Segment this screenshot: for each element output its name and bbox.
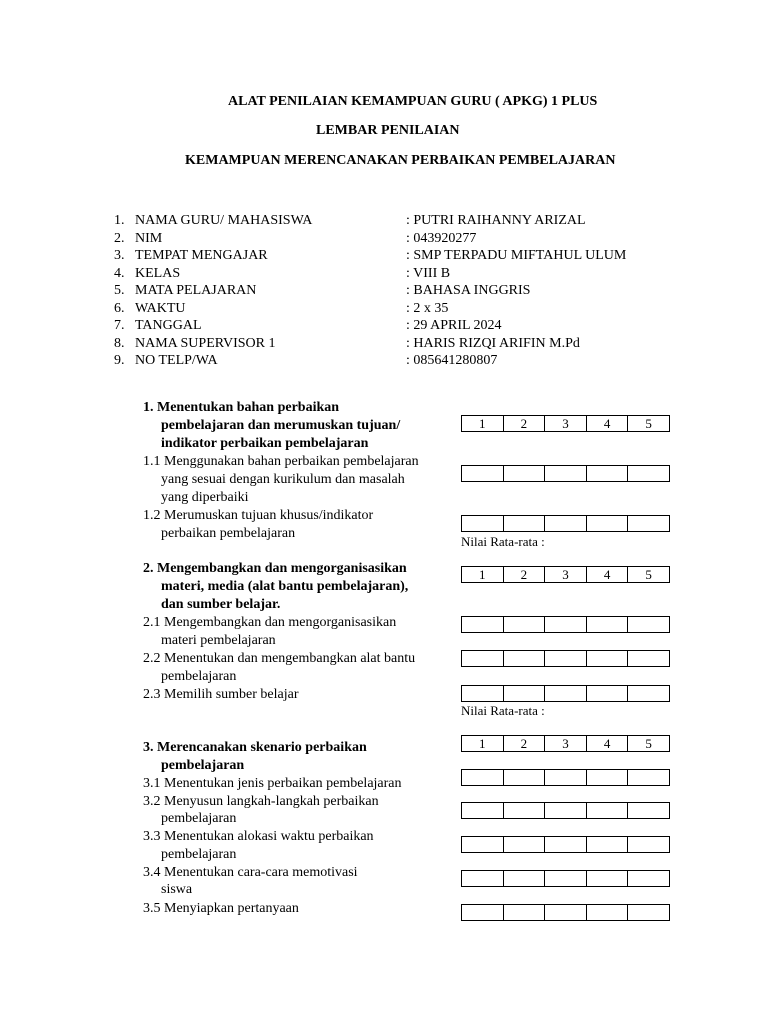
nilai-rata-rata-label: Nilai Rata-rata : bbox=[461, 703, 545, 718]
header-line-1: ALAT PENILAIAN KEMAMPUAN GURU ( APKG) 1 PLUS bbox=[228, 94, 598, 109]
scale-header-row bbox=[461, 566, 670, 583]
score-row bbox=[461, 802, 670, 819]
score-cell[interactable] bbox=[628, 617, 669, 632]
score-cell[interactable] bbox=[628, 516, 669, 531]
score-cell[interactable] bbox=[504, 803, 546, 818]
score-cell[interactable] bbox=[545, 837, 587, 852]
info-num: 3. bbox=[114, 248, 125, 263]
info-value: : HARIS RIZQI ARIFIN M.Pd bbox=[406, 335, 580, 351]
scale-label: 5 bbox=[645, 416, 652, 431]
score-cell[interactable] bbox=[587, 651, 629, 666]
score-row bbox=[461, 650, 670, 667]
info-num: 6. bbox=[114, 300, 125, 316]
score-cell[interactable] bbox=[545, 871, 587, 886]
scale-label: 5 bbox=[645, 567, 652, 582]
score-cell[interactable] bbox=[504, 905, 546, 920]
score-cell[interactable] bbox=[462, 770, 504, 785]
criterion-item: yang sesuai dengan kurikulum dan masalah bbox=[161, 472, 405, 487]
info-label: NIM bbox=[135, 230, 163, 246]
scale-label: 1 bbox=[462, 416, 504, 431]
scale-label: 1 bbox=[462, 736, 504, 751]
score-cell[interactable] bbox=[504, 770, 546, 785]
section-heading: 1. Menentukan bahan perbaikan bbox=[143, 400, 340, 415]
nilai-rata-rata-label: Nilai Rata-rata : bbox=[461, 534, 545, 549]
score-cell[interactable] bbox=[462, 871, 504, 886]
info-value: : 085641280807 bbox=[406, 353, 498, 368]
score-row bbox=[461, 465, 670, 482]
criterion-item: 3.3 Menentukan alokasi waktu perbaikan bbox=[143, 829, 374, 844]
criterion-item: pembelajaran bbox=[161, 847, 237, 862]
criterion-item: 3.2 Menyusun langkah-langkah perbaikan bbox=[143, 794, 379, 809]
criterion-item: 3.1 Menentukan jenis perbaikan pembelajaran bbox=[143, 776, 402, 791]
score-cell[interactable] bbox=[504, 466, 546, 481]
criterion-item: siswa bbox=[161, 882, 193, 897]
info-num: 1. bbox=[114, 213, 125, 228]
score-cell[interactable] bbox=[587, 871, 629, 886]
info-num: 5. bbox=[114, 283, 125, 298]
score-cell[interactable] bbox=[462, 837, 504, 852]
score-cell[interactable] bbox=[628, 651, 669, 666]
criterion-item: materi pembelajaran bbox=[161, 633, 276, 648]
score-cell[interactable] bbox=[545, 803, 587, 818]
scale-label: 1 bbox=[462, 567, 504, 582]
info-value: : 2 x 35 bbox=[406, 300, 449, 316]
score-cell[interactable] bbox=[545, 651, 587, 666]
info-num: 4. bbox=[114, 265, 125, 281]
score-cell[interactable] bbox=[628, 871, 669, 886]
info-label: TANGGAL bbox=[135, 318, 202, 333]
header-line-2: LEMBAR PENILAIAN bbox=[316, 123, 460, 138]
section-heading: indikator perbaikan pembelajaran bbox=[161, 436, 369, 451]
score-row bbox=[461, 616, 670, 633]
section-heading: pembelajaran dan merumuskan tujuan/ bbox=[161, 418, 401, 433]
criterion-item: pembelajaran bbox=[161, 811, 237, 826]
score-row bbox=[461, 685, 670, 702]
score-cell[interactable] bbox=[587, 516, 629, 531]
score-cell[interactable] bbox=[462, 651, 504, 666]
score-cell[interactable] bbox=[545, 466, 587, 481]
scale-label: 4 bbox=[587, 736, 629, 751]
info-value: : 043920277 bbox=[406, 230, 477, 246]
info-num: 7. bbox=[114, 318, 125, 333]
criterion-item: 2.3 Memilih sumber belajar bbox=[143, 687, 299, 702]
score-cell[interactable] bbox=[504, 617, 546, 632]
info-num: 9. bbox=[114, 353, 125, 368]
score-cell[interactable] bbox=[587, 770, 629, 785]
info-value: : 29 APRIL 2024 bbox=[406, 318, 502, 333]
section-heading: pembelajaran bbox=[161, 758, 245, 773]
score-cell[interactable] bbox=[545, 905, 587, 920]
score-cell[interactable] bbox=[628, 803, 669, 818]
score-cell[interactable] bbox=[545, 516, 587, 531]
score-cell[interactable] bbox=[587, 466, 629, 481]
score-row bbox=[461, 769, 670, 786]
score-cell[interactable] bbox=[462, 617, 504, 632]
score-cell[interactable] bbox=[587, 837, 629, 852]
criterion-item: 3.5 Menyiapkan pertanyaan bbox=[143, 901, 299, 916]
score-cell[interactable] bbox=[628, 837, 669, 852]
score-cell[interactable] bbox=[504, 516, 546, 531]
scale-label: 2 bbox=[504, 416, 546, 431]
score-cell[interactable] bbox=[628, 770, 669, 785]
score-cell[interactable] bbox=[462, 516, 504, 531]
info-value: : VIII B bbox=[406, 265, 451, 281]
score-cell[interactable] bbox=[504, 871, 546, 886]
score-cell[interactable] bbox=[545, 770, 587, 785]
score-cell[interactable] bbox=[628, 905, 669, 920]
info-label: TEMPAT MENGAJAR bbox=[135, 248, 268, 263]
score-cell[interactable] bbox=[587, 803, 629, 818]
criterion-item: perbaikan pembelajaran bbox=[161, 526, 296, 541]
criterion-item: 3.4 Menentukan cara-cara memotivasi bbox=[143, 865, 358, 880]
score-cell[interactable] bbox=[462, 686, 504, 701]
info-label: NAMA SUPERVISOR 1 bbox=[135, 335, 276, 351]
criterion-item: 1.1 Menggunakan bahan perbaikan pembelajaran bbox=[143, 454, 419, 469]
score-cell[interactable] bbox=[504, 837, 546, 852]
score-cell[interactable] bbox=[587, 617, 629, 632]
score-cell[interactable] bbox=[628, 686, 669, 701]
section-heading: materi, media (alat bantu pembelajaran), bbox=[161, 579, 409, 594]
info-label: MATA PELAJARAN bbox=[135, 283, 257, 298]
score-row bbox=[461, 904, 670, 921]
score-cell[interactable] bbox=[504, 651, 546, 666]
score-cell[interactable] bbox=[462, 905, 504, 920]
score-row bbox=[461, 515, 670, 532]
scale-label: 3 bbox=[545, 736, 587, 751]
score-cell[interactable] bbox=[462, 803, 504, 818]
score-cell[interactable] bbox=[545, 617, 587, 632]
score-cell[interactable] bbox=[462, 466, 504, 481]
info-num: 8. bbox=[114, 335, 125, 351]
scale-label: 4 bbox=[587, 567, 629, 582]
header-line-3: KEMAMPUAN MERENCANAKAN PERBAIKAN PEMBELAJARAN bbox=[185, 153, 616, 168]
info-label: KELAS bbox=[135, 265, 181, 281]
score-cell[interactable] bbox=[504, 686, 546, 701]
scale-label: 2 bbox=[504, 736, 546, 751]
score-cell[interactable] bbox=[628, 466, 669, 481]
info-value: : BAHASA INGGRIS bbox=[406, 283, 531, 298]
criterion-item: 1.2 Merumuskan tujuan khusus/indikator bbox=[143, 508, 374, 523]
scale-label: 3 bbox=[545, 416, 587, 431]
info-label: WAKTU bbox=[135, 300, 186, 316]
score-cell[interactable] bbox=[587, 905, 629, 920]
score-row bbox=[461, 870, 670, 887]
scale-label: 5 bbox=[645, 736, 652, 751]
scale-header-row bbox=[461, 735, 670, 752]
info-value: : SMP TERPADU MIFTAHUL ULUM bbox=[406, 248, 627, 263]
criterion-item: 2.2 Menentukan dan mengembangkan alat bantu bbox=[143, 651, 416, 666]
info-value: : PUTRI RAIHANNY ARIZAL bbox=[406, 213, 586, 228]
criterion-item: yang diperbaiki bbox=[161, 490, 249, 505]
info-num: 2. bbox=[114, 230, 125, 246]
scale-label: 2 bbox=[504, 567, 546, 582]
scale-label: 4 bbox=[587, 416, 629, 431]
score-cell[interactable] bbox=[587, 686, 629, 701]
scale-header-row bbox=[461, 415, 670, 432]
criterion-item: 2.1 Mengembangkan dan mengorganisasikan bbox=[143, 615, 397, 630]
section-heading: 3. Merencanakan skenario perbaikan bbox=[143, 740, 367, 755]
section-heading: dan sumber belajar. bbox=[161, 597, 281, 612]
criterion-item: pembelajaran bbox=[161, 669, 237, 684]
score-cell[interactable] bbox=[545, 686, 587, 701]
scale-label: 3 bbox=[545, 567, 587, 582]
info-label: NO TELP/WA bbox=[135, 353, 218, 368]
info-label: NAMA GURU/ MAHASISWA bbox=[135, 213, 313, 228]
score-row bbox=[461, 836, 670, 853]
section-heading: 2. Mengembangkan dan mengorganisasikan bbox=[143, 561, 407, 576]
